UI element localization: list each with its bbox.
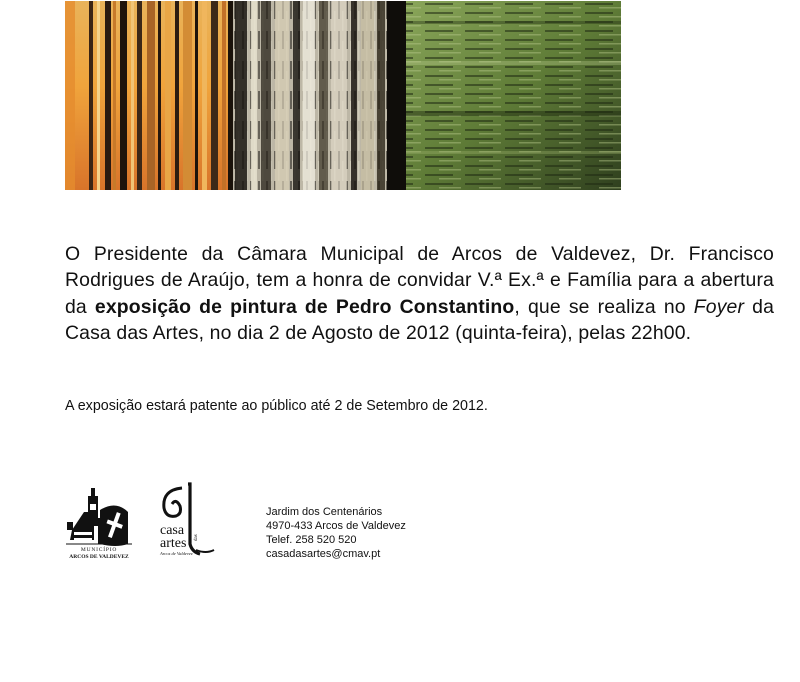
casa-logo-sub: Arcos de Valdevez (160, 551, 193, 556)
casa-logo-line1: casa (160, 523, 185, 538)
invitation-text-part2: , que se realiza no (514, 295, 694, 318)
address-line-email: casadasartes@cmav.pt (266, 548, 381, 560)
exhibition-dates-note: A exposição estará patente ao público até 2 de Setembro de 2012. (65, 398, 488, 414)
exhibition-title: exposição de pintura de Pedro Constantino (94, 295, 515, 318)
exhibition-banner-image (65, 1, 621, 190)
address-line-postal: 4970-433 Arcos de Valdevez (266, 520, 406, 532)
address-block (266, 505, 406, 561)
foyer-word: Foyer (693, 295, 745, 318)
address-line-street: Jardim dos Centenários (266, 506, 383, 518)
municipio-logo-line2: ARCOS DE VALDEVEZ (69, 554, 129, 560)
invitation-paragraph (65, 241, 774, 347)
casa-logo-small: das (194, 534, 199, 541)
address-line-phone: Telef. 258 520 520 (266, 534, 357, 546)
casa-das-artes-logo (152, 480, 222, 560)
invitation-text-part1: O Presidente da Câmara Municipal de Arcos de Valdevez, Dr. Francisco Rodrigues de Araújo, tem a honra de convidar V.ª Ex.ª e Família para a abertura da (65, 243, 774, 318)
casa-logo-line2: artes (160, 536, 187, 551)
municipio-logo (64, 482, 134, 560)
municipio-logo-line1: MUNICÍPIO (80, 547, 118, 553)
invitation-text-part3: da Casa das Artes, no dia 2 de Agosto de 2012 (quinta-feira), pelas 22h00. (65, 295, 775, 345)
